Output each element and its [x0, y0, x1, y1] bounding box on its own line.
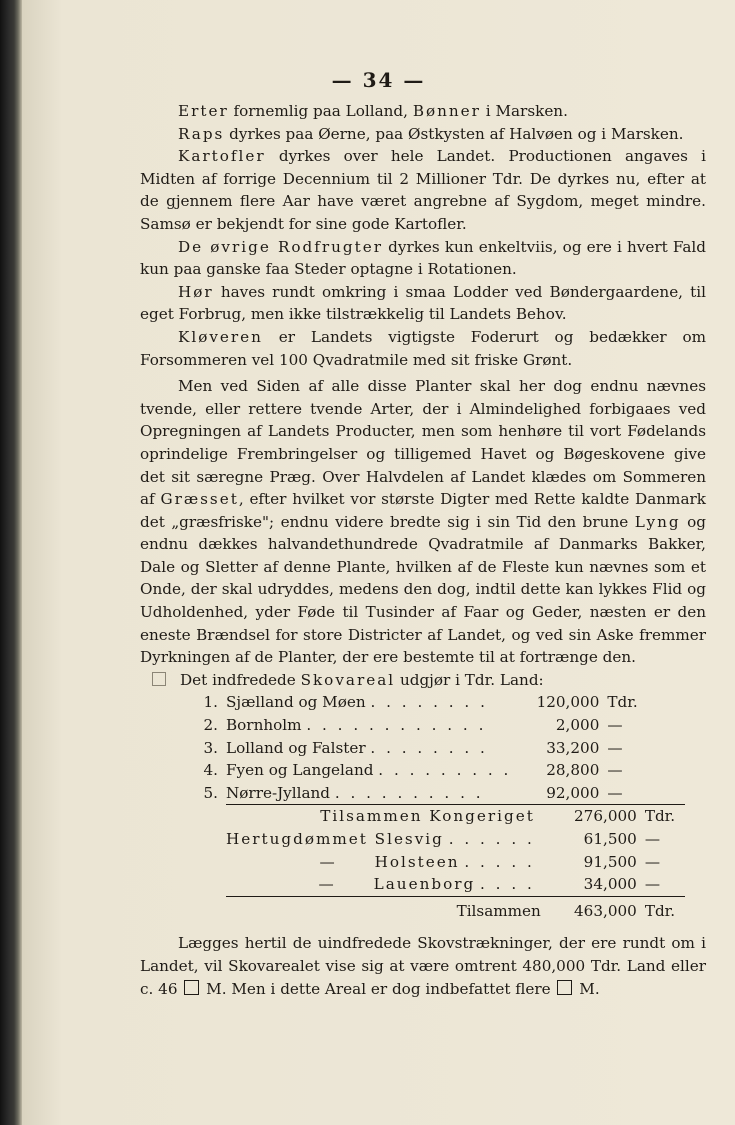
area-value: 120,000 — [536, 693, 600, 712]
area-value: 61,500 — [583, 830, 637, 848]
page-number: — 34 — — [331, 68, 426, 92]
paragraph-hor — [140, 281, 706, 326]
table-row — [196, 714, 647, 737]
closing-paragraph — [140, 932, 706, 1000]
region-cell — [226, 782, 511, 805]
paragraph-raps — [140, 123, 706, 146]
lead-term: Erter — [178, 102, 229, 120]
duchy-cell — [226, 851, 549, 874]
square-symbol-icon — [152, 672, 166, 686]
region-name: Bornholm — [226, 716, 302, 735]
area-unit: — — [644, 852, 661, 871]
lead-term: Kartofler — [178, 147, 266, 166]
region-name: Sjælland og Møen — [226, 693, 366, 712]
row-number: 4. — [203, 761, 218, 780]
area-unit: — — [607, 783, 623, 802]
duchy-name: Lauenborg — [373, 875, 476, 894]
subtotal-label: Tilsammen Kongeriget — [320, 807, 535, 826]
lead-term: Bønner — [412, 102, 481, 120]
emphasis-term: Lyng — [634, 512, 681, 531]
page-body — [140, 100, 706, 1000]
paragraph-text: dyrkes kun enkeltviis, og ere i hvert Fald kun paa ganske faa Steder optagne i Rotationen. — [140, 237, 706, 279]
paragraph-text: fornemlig paa Lolland, — [228, 102, 413, 120]
region-cell — [226, 691, 511, 714]
region-name: Lolland og Falster — [226, 738, 366, 757]
region-cell — [226, 759, 511, 782]
leader-dots: . . . . . . . . . . — [334, 783, 484, 802]
row-number: 3. — [203, 738, 218, 757]
area-unit: — — [607, 761, 623, 780]
paragraph-text: dyrkes over hele Landet. Productionen angaves i Midten af forrige Decennium til 2 Millioner Tdr. De dyrkes nu, efter at de gjennem flere Aar have været angrebne af Sygdom, meget mindre. Samsø er bekjendt for sine gode Kartofler. — [140, 147, 706, 233]
area-value: 91,500 — [583, 852, 637, 871]
leader-dots: . . . . . — [464, 852, 535, 871]
area-unit: Tdr. — [607, 693, 638, 712]
area-value: 92,000 — [546, 783, 600, 802]
paragraph-text: M. — [579, 979, 600, 998]
table-intro — [140, 669, 706, 692]
region-name: Fyen og Langeland — [226, 761, 374, 780]
area-unit: — — [607, 716, 623, 735]
paragraph-text: dyrkes paa Øerne, paa Østkysten af Halvøen og i Marsken. — [224, 124, 684, 143]
subtotal-value: 276,000 — [549, 805, 637, 828]
region-name: Nørre-Jylland — [226, 783, 331, 802]
area-value: 2,000 — [555, 716, 600, 735]
row-number: 5. — [203, 783, 218, 802]
row-number: 1. — [203, 693, 218, 712]
ditto-dash: — — [319, 852, 335, 871]
area-unit: — — [644, 875, 661, 894]
paragraph-text: er Landets vigtigste Foderurt og bedækker om Forsommeren vel 100 Qvadratmile med sit friske Grønt. — [140, 327, 706, 369]
region-cell — [226, 714, 511, 737]
area-value: 28,800 — [546, 761, 600, 780]
paragraph-klover — [140, 326, 706, 371]
square-mile-symbol-icon — [184, 980, 199, 995]
paragraph-erter — [140, 100, 706, 123]
table-row — [196, 737, 647, 760]
totals-table — [196, 804, 685, 922]
area-value: 34,000 — [583, 875, 637, 894]
duchy-name: Hertugdømmet Slesvig — [226, 830, 444, 848]
paragraph-text: i Marsken. — [480, 102, 568, 120]
area-value: 33,200 — [546, 738, 600, 757]
area-unit: — — [644, 830, 661, 848]
paragraph-text: haves rundt omkring i smaa Lodder ved Bøndergaardene, til eget Forbrug, men ikke tilstrækkelig til Landets Behov. — [140, 282, 706, 324]
leader-dots: . . . . . . . . — [370, 693, 488, 712]
leader-dots: . . . . . . . . . . . . — [306, 716, 487, 735]
area-unit: — — [607, 738, 623, 757]
duchy-cell — [226, 828, 549, 851]
paragraph-rodfrugter — [140, 236, 706, 281]
square-mile-symbol-icon — [557, 980, 572, 995]
paragraph-text: Det indfredede — [180, 670, 301, 689]
paragraph-main — [140, 375, 706, 669]
paragraph-text: Men ved Siden af alle disse Planter skal her dog endnu nævnes tvende, eller rettere tvende Arter, der i Almindelighed forbigaaes ved Opregningen af Landets Producter, men som henhøre til vort Fødelands oprindelige Frembringelser og tilligemed Havet og Bøgeskovene give det sit særegne Præg. Over Halvdelen af Landet klædes om Sommeren af — [140, 377, 706, 509]
subtotal-row — [196, 805, 685, 828]
paragraph-kartofler — [140, 145, 706, 235]
lead-term: De øvrige Rodfrugter — [178, 237, 384, 256]
region-cell — [226, 737, 511, 760]
grand-total-value: 463,000 — [549, 896, 637, 922]
ditto-dash: — — [318, 875, 334, 894]
lead-term: Hør — [178, 282, 214, 301]
table-row — [196, 782, 647, 805]
leader-dots: . . . . . . . . . — [378, 761, 512, 780]
lead-term: Kløveren — [178, 327, 263, 346]
row-number: 2. — [203, 716, 218, 735]
duchy-row — [196, 873, 685, 896]
paragraph-text: M. Men i dette Areal er dog indbefattet flere — [206, 979, 551, 998]
leader-dots: . . . . . . — [448, 830, 535, 848]
grand-total-row — [196, 896, 685, 922]
table-row — [196, 759, 647, 782]
grand-total-unit: Tdr. — [637, 896, 685, 922]
emphasis-term: Skovareal — [300, 670, 396, 689]
lead-term: Raps — [178, 124, 225, 143]
emphasis-term: Græsset — [160, 490, 239, 509]
book-spine-edge — [0, 0, 22, 1125]
duchy-name: Holsteen — [374, 852, 460, 871]
paragraph-text: og endnu dækkes halvandethundrede Qvadratmile af Danmarks Bakker, Dale og Sletter af denne Plante, hvilken af de Fleste kun nævnes som et Onde, der skal udryddes, medens den dog, indtil dette kan lykkes Flid og Udholdenhed, yder Føde til Tusinder af Faar og Geder, næsten er den eneste Brændsel for store Districter af Landet, og ved sin Aske fremmer Dyrkningen af de Planter, der ere bestemte til at fortrænge den. — [140, 512, 706, 667]
table-row — [196, 691, 647, 714]
grand-total-label: Tilsammen — [226, 896, 549, 922]
forest-area-table — [196, 691, 647, 804]
paragraph-text: udgjør i Tdr. Land: — [395, 670, 544, 689]
paragraph-text: , efter hvilket vor største Digter med Rette kaldte Danmark det „græsfriske"; endnu videre bredte sig i sin Tid den brune — [140, 490, 706, 531]
duchy-row — [196, 828, 685, 851]
duchy-row — [196, 851, 685, 874]
subtotal-unit: Tdr. — [637, 805, 685, 828]
leader-dots: . . . . — [480, 875, 535, 894]
leader-dots: . . . . . . . . — [370, 738, 488, 757]
duchy-cell — [226, 873, 549, 896]
paragraph-text: Lægges hertil de uindfredede Skovstrækninger, der ere rundt om i Landet, vil Skovarealet vise sig at være omtrent 480,000 Tdr. Land eller c. 46 — [140, 934, 706, 998]
